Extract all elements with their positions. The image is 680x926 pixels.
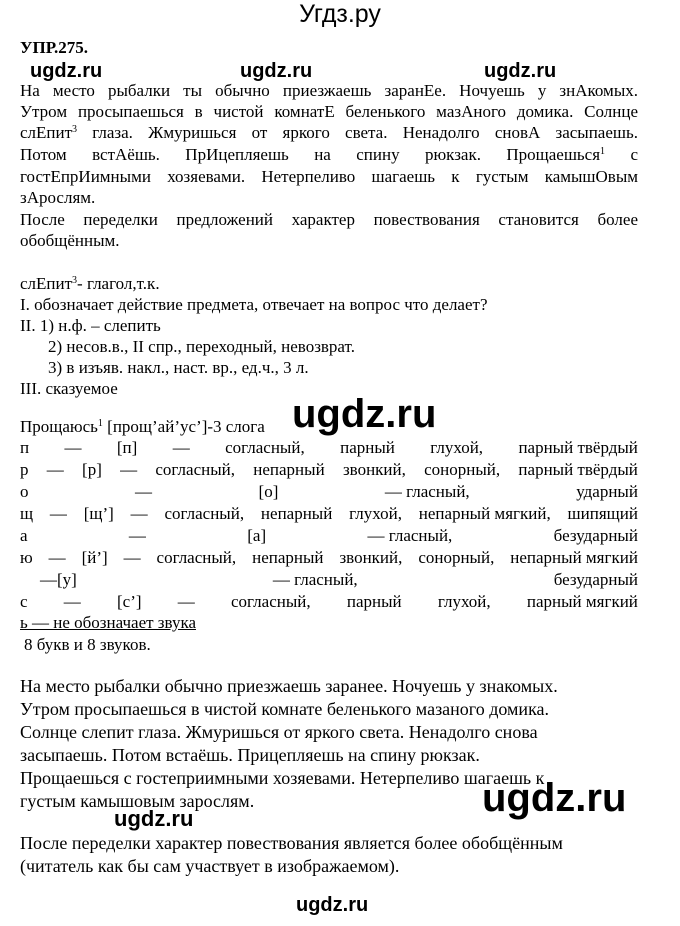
paragraph-1-line: гостЕпрИимными хозяевами. Нетерпеливо шагаешь к густым камышОвым xyxy=(20,167,638,186)
cell: с xyxy=(20,592,28,611)
footnote-mark: 3 xyxy=(72,124,78,135)
cell: [й’] xyxy=(81,548,108,567)
text: Потом встАёшь. ПрИцепляешь на спину рюкзак. Прощаешься xyxy=(20,145,601,164)
cell: — гласный, xyxy=(367,526,453,545)
watermark: ugdz.ru xyxy=(296,894,369,916)
cell: сонорный, xyxy=(418,548,495,567)
cell: парный xyxy=(340,438,395,457)
cell: а xyxy=(20,526,28,545)
paragraph-1-line xyxy=(20,122,638,143)
footnote-mark: 1 xyxy=(600,146,606,157)
cell: согласный, xyxy=(225,438,305,457)
cell: — xyxy=(123,548,141,567)
paragraph-1-line xyxy=(20,144,638,165)
phon-row xyxy=(20,481,638,503)
cell: [а] xyxy=(247,526,267,545)
text: [прощ’ай’ус’]-3 слога xyxy=(102,417,265,436)
cell: глухой, xyxy=(430,438,484,457)
paragraph-2-line: густым камышовым зарослям. xyxy=(20,791,255,811)
phon-row xyxy=(20,591,638,613)
cell: согласный, xyxy=(164,504,245,523)
word: Прощаюсь xyxy=(20,417,98,436)
phon-row xyxy=(20,459,638,481)
cell: ю xyxy=(20,548,33,567)
cell: звонкий, xyxy=(339,548,403,567)
cell: парный твёрдый xyxy=(518,460,638,479)
paragraph-2-line: Утром просыпаешься в чистой комнате беленького мазаного домика. xyxy=(20,699,550,719)
word: слЕпит xyxy=(20,274,73,293)
exercise-title: УПР.275. xyxy=(20,38,88,57)
word: слЕпит xyxy=(20,123,73,142)
cell: непарный xyxy=(253,460,325,479)
cell: шипящий xyxy=(567,504,638,523)
cell: парный твёрдый xyxy=(518,438,638,457)
morph-line: 2) несов.в., II спр., переходный, невозврат. xyxy=(48,337,355,356)
cell: — xyxy=(120,460,138,479)
footnote-mark: 1 xyxy=(97,418,103,429)
cell: глухой, xyxy=(349,504,402,523)
paragraph-1-line: Утром просыпаешься в чистой комнатЕ беленького мазАного домика. Солнце xyxy=(20,102,638,121)
cell: безударный xyxy=(553,526,638,545)
phon-row xyxy=(20,437,638,459)
morph-line: I. обозначает действие предмета, отвечает на вопрос что делает? xyxy=(20,295,488,314)
cell: — xyxy=(130,504,148,523)
text: - глагол,т.к. xyxy=(77,274,160,293)
soft-sign-note: ь — не обозначает звука xyxy=(20,613,197,632)
watermark: ugdz.ru xyxy=(482,776,627,820)
cell: безударный xyxy=(553,570,638,589)
phon-row xyxy=(20,503,638,525)
cell: р xyxy=(20,460,29,479)
phon-head xyxy=(20,416,265,437)
footnote-mark: 3 xyxy=(72,275,78,286)
morph-head xyxy=(20,273,160,294)
cell: непарный xyxy=(260,504,333,523)
cell: о xyxy=(20,482,29,501)
paragraph-1-note: После переделки предложений характер повествования становится более xyxy=(20,210,638,229)
phon-row xyxy=(20,547,638,569)
paragraph-2-line: засыпаешь. Потом встаёшь. Прицепляешь на спину рюкзак. xyxy=(20,745,480,765)
cell: — гласный, xyxy=(272,570,358,589)
morph-line: 3) в изъяв. накл., наст. вр., ед.ч., 3 л. xyxy=(48,358,309,377)
cell: [п] xyxy=(116,438,138,457)
morph-line: II. 1) н.ф. – слепить xyxy=(20,316,161,335)
cell: [с’] xyxy=(117,592,142,611)
cell: — xyxy=(177,592,195,611)
cell: — xyxy=(49,504,67,523)
cell: парный xyxy=(346,592,402,611)
paragraph-2-line: На место рыбалки обычно приезжаешь заранее. Ночуешь у знакомых. xyxy=(20,676,558,696)
cell: непарный мягкий, xyxy=(418,504,551,523)
cell: сонорный, xyxy=(424,460,501,479)
cell: — xyxy=(128,526,146,545)
letter-sound-count: 8 букв и 8 звуков. xyxy=(24,635,151,654)
cell: — xyxy=(172,438,190,457)
cell: —[у] xyxy=(40,570,77,589)
cell: щ xyxy=(20,504,34,523)
phon-row xyxy=(20,525,638,547)
cell: непарный мягкий xyxy=(510,548,638,567)
text: с xyxy=(605,145,638,164)
text: глаза. Жмуришься от яркого света. Ненадолго сновА засыпаешь. xyxy=(77,123,638,142)
cell: [р] xyxy=(82,460,102,479)
paragraph-2-note: После переделки характер повествования является более обобщённым xyxy=(20,833,563,853)
cell: — xyxy=(46,460,64,479)
cell: ударный xyxy=(576,482,638,501)
cell: п xyxy=(20,438,30,457)
watermark: ugdz.ru xyxy=(484,60,557,82)
paragraph-2-line: Солнце слепит глаза. Жмуришься от яркого света. Ненадолго снова xyxy=(20,722,538,742)
cell: согласный, xyxy=(156,548,237,567)
morph-line: III. сказуемое xyxy=(20,379,118,398)
cell: [о] xyxy=(258,482,279,501)
cell: [щ’] xyxy=(83,504,114,523)
cell: — гласный, xyxy=(384,482,470,501)
paragraph-1-note: обобщённым. xyxy=(20,231,120,250)
cell: — xyxy=(63,592,81,611)
watermark: ugdz.ru xyxy=(292,392,437,436)
cell: непарный xyxy=(252,548,324,567)
cell: — xyxy=(64,438,82,457)
watermark: ugdz.ru xyxy=(30,60,103,82)
paragraph-2-note: (читатель как бы сам участвует в изображаемом). xyxy=(20,856,400,876)
cell: парный мягкий xyxy=(526,592,638,611)
cell: согласный, xyxy=(231,592,311,611)
cell: — xyxy=(135,482,153,501)
watermark: ugdz.ru xyxy=(114,806,194,831)
paragraph-1-line: На место рыбалки ты обычно приезжаешь заранЕе. Ночуешь у знАкомых. xyxy=(20,81,638,100)
cell: согласный, xyxy=(155,460,235,479)
cell: — xyxy=(48,548,66,567)
phon-row xyxy=(40,569,638,591)
paragraph-2-line: Прощаешься с гостеприимными хозяевами. Нетерпеливо шагаешь к xyxy=(20,768,545,788)
cell: звонкий, xyxy=(342,460,406,479)
paragraph-1-line: зАрослям. xyxy=(20,188,96,207)
site-title: Угдз.ру xyxy=(299,0,381,28)
watermark: ugdz.ru xyxy=(240,60,313,82)
cell: глухой, xyxy=(437,592,491,611)
